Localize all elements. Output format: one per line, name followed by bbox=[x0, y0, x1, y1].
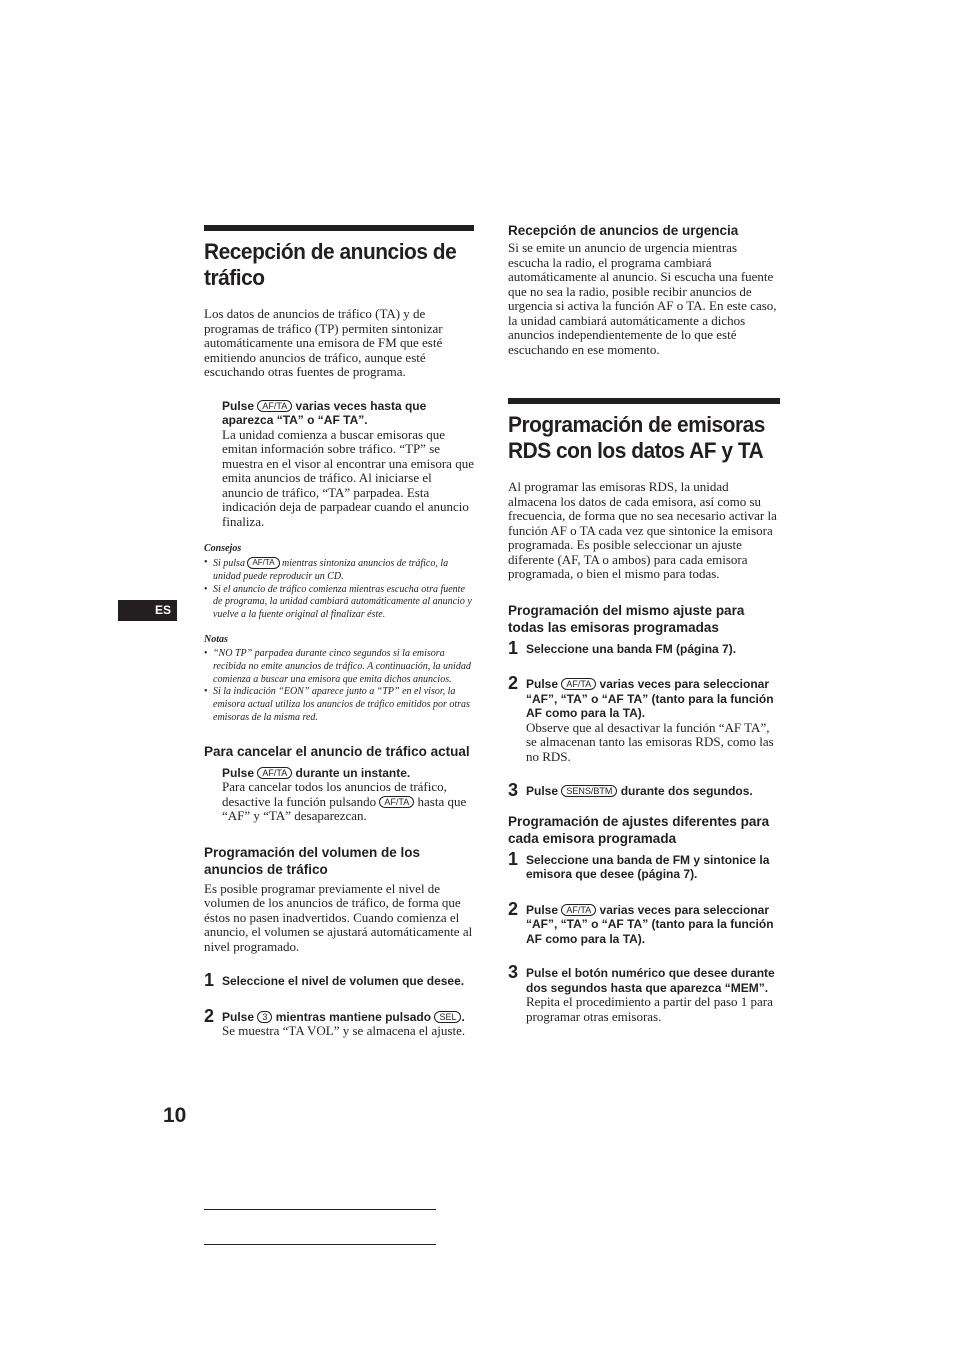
tip-item: • Si pulsa AF/TA mientras sintoniza anuncios de tráfico, la unidad puede reproducir un CD. bbox=[204, 557, 474, 584]
step-number: 2 bbox=[508, 673, 519, 693]
volume-heading: Programación del volumen de los anuncios de tráfico bbox=[204, 844, 421, 877]
tips-heading: Consejos bbox=[204, 543, 242, 554]
instruction-block bbox=[204, 399, 474, 530]
step-2 bbox=[508, 898, 780, 947]
instruction: Pulse AF/TA durante un instante. bbox=[222, 765, 411, 780]
step-3 bbox=[508, 962, 780, 1024]
urgent-body: Si se emite un anuncio de urgencia mientras escucha la radio, el programa cambiará automáticamente al anuncio. Si escucha una fuente que no sea la radio, posible recibir anuncios de urgencia si activa la función AF o TA. En este caso, la unidad cambiará automáticamente a dichos anuncios independientemente de lo que esté escuchando en ese momento. bbox=[508, 240, 777, 357]
step-instruction: Seleccione una banda de FM y sintonice la emisora que desee (página 7). bbox=[526, 852, 770, 881]
step-body: Se muestra “TA VOL” y se almacena el ajuste. bbox=[222, 1023, 466, 1039]
divider-line bbox=[204, 1209, 436, 1210]
instruction-body: Para cancelar todos los anuncios de tráfico, desactive la función pulsando AF/TA hasta que “AF” y “TA” desaparezcan. bbox=[222, 779, 467, 824]
af-ta-key: AF/TA bbox=[561, 904, 596, 916]
step-1 bbox=[204, 970, 474, 991]
notes-heading: Notas bbox=[204, 633, 228, 645]
step-number: 3 bbox=[508, 780, 519, 800]
step-instruction: Pulse 3 mientras mantiene pulsado SEL . bbox=[222, 1009, 465, 1024]
step-instruction: Pulse AF/TA varias veces para seleccionar “AF”, “TA” o “AF TA” (tanto para la función AF como para la TA). bbox=[526, 902, 774, 946]
section-rule bbox=[204, 225, 474, 231]
tips-block bbox=[204, 543, 474, 622]
same-setting-heading: Programación del mismo ajuste para todas las emisoras programadas bbox=[508, 602, 745, 635]
step-3 bbox=[508, 780, 780, 800]
notes-block bbox=[204, 634, 474, 725]
instruction: Pulse AF/TA varias veces hasta que aparezca “TA” o “AF TA”. bbox=[222, 398, 427, 427]
step-instruction: Pulse el botón numérico que desee durante dos segundos hasta que aparezca “MEM”. bbox=[526, 966, 775, 995]
tip-item: • Si el anuncio de tráfico comienza mientras escucha otra fuente de programa, la unidad cambiará automáticamente al anuncio y vuelve a la fuente original al finalizar éste. bbox=[204, 584, 474, 622]
step-body: Repita el procedimiento a partir del paso 1 para programar otras emisoras. bbox=[526, 994, 773, 1024]
language-tab: ES bbox=[118, 600, 177, 621]
step-2 bbox=[204, 1005, 474, 1039]
step-number: 1 bbox=[508, 848, 519, 869]
preset-3-key: 3 bbox=[257, 1011, 272, 1023]
af-ta-key: AF/TA bbox=[257, 767, 292, 779]
step-body: Observe que al desactivar la función “AF TA”, se almacenan tanto las emisoras RDS, como las no RDS. bbox=[526, 719, 774, 764]
step-number: 1 bbox=[204, 970, 215, 991]
step-number: 2 bbox=[508, 898, 519, 919]
af-ta-key: AF/TA bbox=[379, 796, 414, 808]
section-title: Programación de emisoras RDS con los datos AF y TA bbox=[508, 412, 765, 463]
af-ta-key: AF/TA bbox=[247, 557, 279, 569]
af-ta-key: AF/TA bbox=[561, 678, 596, 690]
volume-intro: Es posible programar previamente el nivel de volumen de los anuncios de tráfico, de forma que éstos no pasen inadvertidos. Cuando comienza el anuncio, el volumen se ajustará automáticamente al nivel programado. bbox=[204, 880, 473, 954]
step-1 bbox=[508, 637, 780, 658]
step-instruction: Pulse SENS/BTM durante dos segundos. bbox=[526, 784, 753, 798]
note-item: • Si la indicación “EON” aparece junto a “TP” en el visor, la emisora actual utiliza los anuncios de tráfico emitidos por otras emisoras de la misma red. bbox=[204, 686, 474, 724]
page-number: 10 bbox=[163, 1104, 187, 1127]
different-setting-heading: Programación de ajustes diferentes para cada emisora programada bbox=[508, 813, 770, 846]
cancel-block bbox=[204, 766, 474, 824]
step-2 bbox=[508, 673, 780, 764]
urgent-heading: Recepción de anuncios de urgencia bbox=[508, 223, 739, 238]
step-instruction: Pulse AF/TA varias veces para seleccionar “AF”, “TA” o “AF TA” (tanto para la función AF como para la TA). bbox=[526, 677, 774, 720]
right-column bbox=[508, 222, 780, 1024]
left-column bbox=[204, 225, 474, 1039]
intro-paragraph: Al programar las emisoras RDS, la unidad almacena los datos de cada emisora, así como su frecuencia, de forma que no sea necesario activar la función AF o TA cada vez que sintonice la emisora programada. Es posible seleccionar un ajuste diferente (AF, TA o ambos) para cada emisora programada, o bien el mismo para todas. bbox=[508, 479, 777, 581]
step-number: 1 bbox=[508, 637, 519, 658]
step-number: 3 bbox=[508, 962, 519, 982]
step-instruction: Seleccione el nivel de volumen que desee. bbox=[222, 974, 465, 989]
step-1 bbox=[508, 848, 780, 882]
intro-paragraph: Los datos de anuncios de tráfico (TA) y de programas de tráfico (TP) permiten sintonizar automáticamente una emisora de FM que esté emitiendo anuncios de tráfico, aunque esté escuchando otras fuentes de programa. bbox=[204, 306, 443, 379]
step-number: 2 bbox=[204, 1005, 215, 1026]
section-title: Recepción de anuncios de tráfico bbox=[204, 239, 457, 290]
divider-line bbox=[204, 1244, 436, 1245]
section-rule bbox=[508, 398, 780, 404]
note-item: • “NO TP” parpadea durante cinco segundos si la emisora recibida no emite anuncios de tráfico. A continuación, la unidad comienza a buscar una emisora que emita dichos anuncios. bbox=[204, 648, 474, 686]
sens-btm-key: SENS/BTM bbox=[561, 785, 617, 797]
sel-key: SEL bbox=[434, 1011, 461, 1023]
instruction-body: La unidad comienza a buscar emisoras que emitan información sobre tráfico. “TP” se muestra en el visor al encontrar una emisora que emita anuncios de tráfico. Al iniciarse el anuncio de tráfico, “TA” parpadea. Esta indicación deja de parpadear cuando el anuncio finaliza. bbox=[222, 426, 474, 529]
step-instruction: Seleccione una banda FM (página 7). bbox=[526, 641, 737, 656]
af-ta-key: AF/TA bbox=[257, 400, 292, 412]
cancel-heading: Para cancelar el anuncio de tráfico actual bbox=[204, 743, 470, 759]
